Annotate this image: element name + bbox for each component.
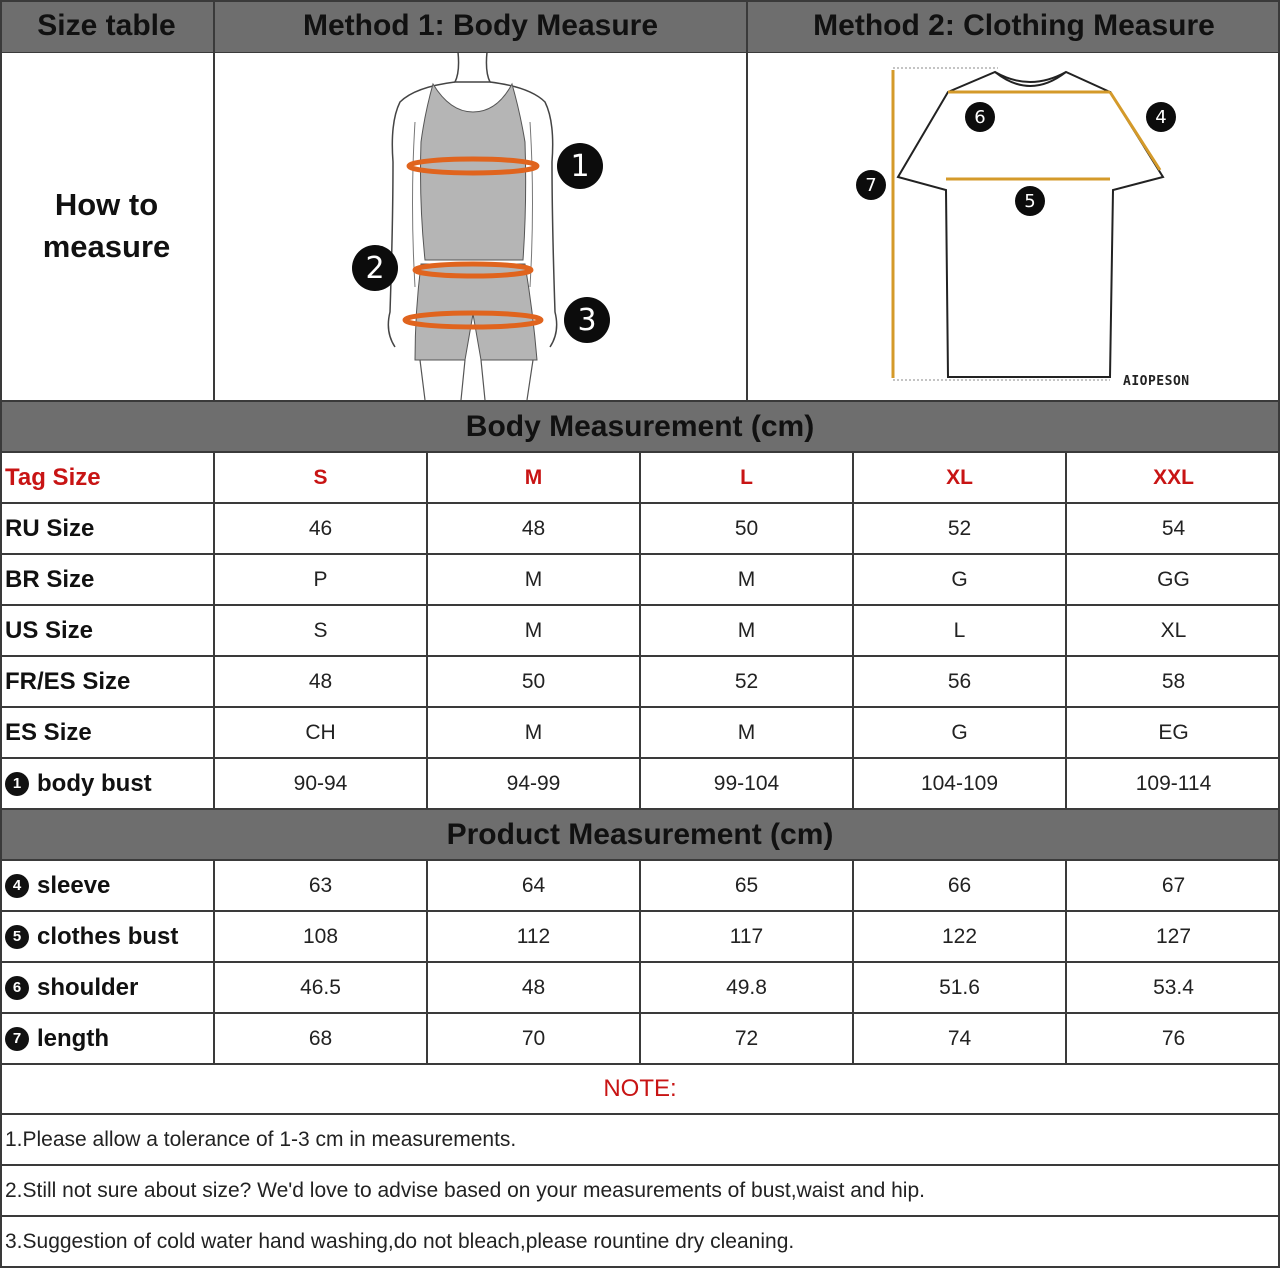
note-title: NOTE: xyxy=(603,1075,677,1102)
table-cell: M xyxy=(737,567,756,591)
table-cell: 108 xyxy=(302,924,339,948)
grid-line xyxy=(426,859,428,1063)
shirt-marker-4: 4 xyxy=(1146,102,1176,132)
row-label-text: FR/ES Size xyxy=(5,667,131,695)
body-marker-1: 1 xyxy=(557,143,603,189)
row-label xyxy=(0,759,213,808)
row-label xyxy=(0,1014,213,1063)
grid-line xyxy=(426,451,428,808)
row-label-text: RU Size xyxy=(5,514,95,542)
note-line-1: 1.Please allow a tolerance of 1-3 cm in measurements. xyxy=(5,1127,517,1151)
table-cell: G xyxy=(951,567,968,591)
tag-size-cell: XXL xyxy=(1153,465,1194,489)
how-to-line2: measure xyxy=(42,229,171,264)
row-label-text: BR Size xyxy=(5,565,95,593)
row-label-text: sleeve xyxy=(37,871,111,899)
row-label xyxy=(0,912,213,961)
table-cell: 53.4 xyxy=(1153,975,1194,999)
number-badge-icon: 7 xyxy=(5,1027,29,1051)
table-cell: 72 xyxy=(734,1026,759,1050)
table-cell: 65 xyxy=(734,873,759,897)
body-diagram xyxy=(215,52,746,400)
table-cell: GG xyxy=(1157,567,1190,591)
row-label-text: US Size xyxy=(5,616,94,644)
grid-line xyxy=(746,0,748,400)
shirt-marker-5: 5 xyxy=(1015,186,1045,216)
grid-line xyxy=(0,1063,1280,1065)
grid-line xyxy=(1065,859,1067,1063)
table-cell: 94-99 xyxy=(506,771,561,795)
row-label xyxy=(0,606,213,655)
size-table-header: Size table xyxy=(0,0,213,52)
row-label-text: length xyxy=(37,1024,109,1052)
shirt-diagram xyxy=(748,52,1280,400)
tshirt-illustration xyxy=(748,52,1280,400)
table-cell: 66 xyxy=(947,873,972,897)
table-cell: 76 xyxy=(1161,1026,1186,1050)
table-cell: G xyxy=(951,720,968,744)
grid-line xyxy=(0,1164,1280,1166)
table-cell: 50 xyxy=(521,669,546,693)
table-cell: 109-114 xyxy=(1135,771,1212,795)
number-badge-icon: 1 xyxy=(5,772,29,796)
grid-line xyxy=(213,0,215,400)
body-measurement-header: Body Measurement (cm) xyxy=(0,402,1280,451)
grid-line xyxy=(0,808,1280,810)
table-cell: M xyxy=(524,618,543,642)
method1-header: Method 1: Body Measure xyxy=(215,0,746,52)
table-cell: M xyxy=(524,720,543,744)
number-badge-icon: 6 xyxy=(5,976,29,1000)
table-cell: 74 xyxy=(947,1026,972,1050)
table-cell: XL xyxy=(1160,618,1187,642)
table-cell: 46.5 xyxy=(300,975,341,999)
table-cell: P xyxy=(313,567,328,591)
table-cell: M xyxy=(737,618,756,642)
table-cell: 46 xyxy=(308,516,333,540)
table-cell: 58 xyxy=(1161,669,1186,693)
grid-line xyxy=(639,451,641,808)
grid-line xyxy=(0,0,2,1268)
grid-line xyxy=(213,451,215,808)
grid-line xyxy=(0,0,1280,2)
table-cell: 48 xyxy=(308,669,333,693)
table-cell: EG xyxy=(1158,720,1189,744)
table-cell: 63 xyxy=(308,873,333,897)
table-cell: 117 xyxy=(729,924,764,948)
grid-line xyxy=(852,859,854,1063)
table-cell: L xyxy=(953,618,966,642)
table-cell: M xyxy=(524,567,543,591)
row-label-text: body bust xyxy=(37,769,152,797)
body-figure-illustration xyxy=(215,52,746,400)
table-cell: 56 xyxy=(947,669,972,693)
tag-size-cell: S xyxy=(313,465,328,489)
table-cell: 52 xyxy=(947,516,972,540)
table-cell: 90-94 xyxy=(293,771,348,795)
grid-line xyxy=(1065,451,1067,808)
product-measurement-header: Product Measurement (cm) xyxy=(0,810,1280,859)
tag-size-cell: XL xyxy=(946,465,973,489)
table-cell: CH xyxy=(305,720,336,744)
number-badge-icon: 4 xyxy=(5,874,29,898)
grid-line xyxy=(639,859,641,1063)
table-cell: 99-104 xyxy=(713,771,780,795)
grid-line xyxy=(0,52,1280,53)
table-cell: 112 xyxy=(516,924,551,948)
shirt-marker-7: 7 xyxy=(856,170,886,200)
method2-header: Method 2: Clothing Measure xyxy=(748,0,1280,52)
row-label xyxy=(0,708,213,757)
tag-size-cell: L xyxy=(740,465,753,489)
table-cell: 49.8 xyxy=(726,975,767,999)
table-cell: 52 xyxy=(734,669,759,693)
table-cell: 127 xyxy=(1155,924,1192,948)
number-badge-icon: 5 xyxy=(5,925,29,949)
table-cell: 122 xyxy=(941,924,978,948)
table-cell: 48 xyxy=(521,516,546,540)
table-cell: 50 xyxy=(734,516,759,540)
row-label xyxy=(0,861,213,910)
body-marker-2: 2 xyxy=(352,245,398,291)
note-line-3: 3.Suggestion of cold water hand washing,do not bleach,please rountine dry cleaning. xyxy=(5,1229,795,1253)
how-to-measure xyxy=(0,52,213,400)
grid-line xyxy=(0,1215,1280,1217)
table-cell: 67 xyxy=(1161,873,1186,897)
table-cell: 54 xyxy=(1161,516,1186,540)
row-label xyxy=(0,963,213,1012)
row-label xyxy=(0,555,213,604)
table-cell: 48 xyxy=(521,975,546,999)
note-line-2: 2.Still not sure about size? We'd love to advise based on your measurements of bust,waist and hip. xyxy=(5,1178,925,1202)
table-cell: 70 xyxy=(521,1026,546,1050)
tag-size-label: Tag Size xyxy=(5,463,101,491)
body-marker-3: 3 xyxy=(564,297,610,343)
grid-line xyxy=(852,451,854,808)
grid-line xyxy=(0,400,1280,402)
row-label xyxy=(0,504,213,553)
table-cell: 64 xyxy=(521,873,546,897)
table-cell: M xyxy=(737,720,756,744)
table-cell: S xyxy=(313,618,328,642)
brand-label: AIOPESON xyxy=(1123,374,1190,389)
table-cell: 51.6 xyxy=(939,975,980,999)
grid-line xyxy=(0,1113,1280,1115)
row-label-text: shoulder xyxy=(37,973,139,1001)
grid-line xyxy=(213,859,215,1063)
row-label-text: ES Size xyxy=(5,718,92,746)
table-cell: 104-109 xyxy=(920,771,999,795)
row-label-text: clothes bust xyxy=(37,922,179,950)
shirt-marker-6: 6 xyxy=(965,102,995,132)
how-to-line1: How to xyxy=(54,187,159,222)
table-cell: 68 xyxy=(308,1026,333,1050)
row-label xyxy=(0,657,213,706)
tag-size-cell: M xyxy=(524,465,543,489)
